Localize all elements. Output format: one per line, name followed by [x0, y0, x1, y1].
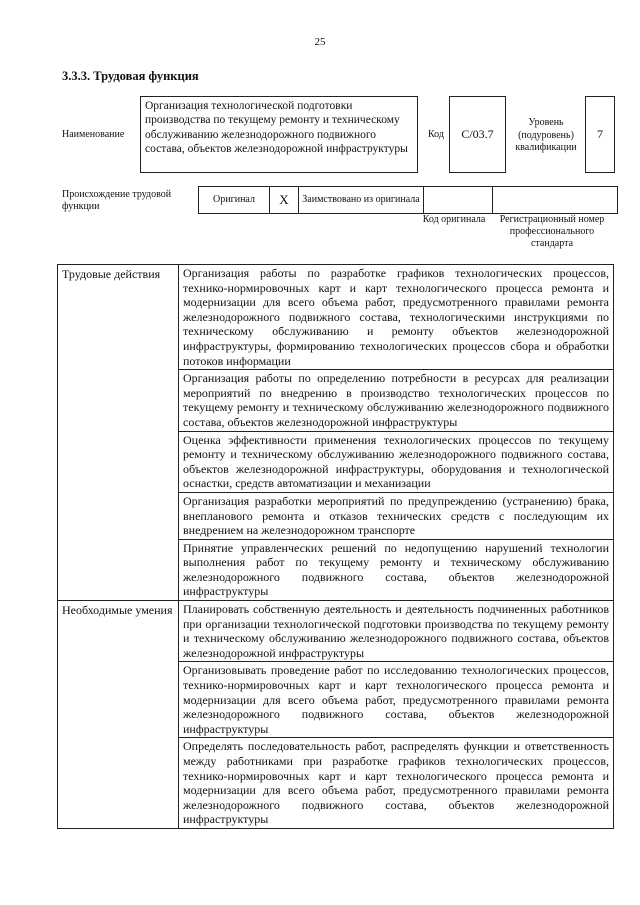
reg-number-label: Регистрационный номер профессионального стандарта: [499, 214, 605, 249]
function-code-value: С/03.7: [461, 127, 494, 141]
function-code: [449, 96, 506, 173]
labor-actions-label: Трудовые действия: [58, 265, 179, 601]
labor-action-item: Организация работы по разработке графиков технологических процессов, технико-нормировочных карт и карт технологического процесса ремонта и модернизации для всего объема работ, предусмотренного правилами ремонта железнодорожного подвижного состава, технологическими инструкциями по техническому обслуживанию и ремонту объектов железнодорожной инфраструктуры, формированию технологических процессов сбора и обработки потоков информации: [179, 265, 614, 370]
code-original-label: Код оригинала: [422, 214, 486, 225]
table-row: [58, 265, 614, 370]
origin-original-label: Оригинал: [199, 187, 270, 214]
labor-action-item: Принятие управленческих решений по недопущению нарушений технологии выполнения работ по текущему ремонту и техническому обслуживанию железнодорожного подвижного состава, объектов железнодорожной инфраструктуры: [179, 539, 614, 600]
origin-borrowed-label: Заимствовано из оригинала: [299, 187, 424, 214]
origin-table: [198, 186, 618, 214]
origin-reg-cell: [493, 187, 618, 214]
name-label: Наименование: [62, 129, 125, 140]
table-row: [58, 601, 614, 662]
code-label: Код: [428, 129, 444, 140]
origin-label: Происхождение трудовой функции: [62, 189, 172, 212]
origin-original-mark: X: [270, 187, 299, 214]
qualification-level-value: 7: [597, 127, 603, 141]
section-title: 3.3.3. Трудовая функция: [62, 69, 199, 83]
required-skill-item: Определять последовательность работ, распределять функции и ответственность между работниками при разработке графиков технологических процессов, технико-нормировочных карт и карт технологического процесса ремонта и модернизации для всего объема работ, предусмотренного правилами ремонта железнодорожного подвижного состава, объектов железнодорожной инфраструктуры: [179, 738, 614, 829]
required-skills-label: Необходимые умения: [58, 601, 179, 829]
required-skill-item: Организовывать проведение работ по исследованию технологических процессов, технико-нормировочных карт и карт технологического процесса ремонта и модернизации для всего объема работ, предусмотренного правилами ремонта железнодорожного подвижного состава, объектов железнодорожной инфраструктуры: [179, 662, 614, 738]
labor-action-item: Организация разработки мероприятий по предупреждению (устранению) брака, внепланового ремонта и отказов технических средств с последующим их внедрением на железнодорожном транспорте: [179, 492, 614, 539]
page-number: 25: [314, 36, 326, 48]
origin-code-cell: [424, 187, 493, 214]
qualification-level: [585, 96, 615, 173]
qualification-level-label: Уровень (подуровень) квалификации: [515, 117, 577, 153]
function-details-table: [57, 264, 614, 829]
labor-action-item: Организация работы по определению потребности в ресурсах для реализации мероприятий по внедрению в производство технологических процессов по текущему ремонту и техническому обслуживанию железнодорожного подвижного состава, объектов железнодорожной инфраструктуры: [179, 370, 614, 431]
function-name: Организация технологической подготовки производства по текущему ремонту и техническому обслуживанию железнодорожного подвижного состава, объектов железнодорожной инфраструктуры: [140, 96, 418, 173]
required-skill-item: Планировать собственную деятельность и деятельность подчиненных работников при организации технологической подготовки производства по текущему ремонту и техническому обслуживанию железнодорожного подвижного состава, объектов железнодорожной инфраструктуры: [179, 601, 614, 662]
labor-action-item: Оценка эффективности применения технологических процессов по текущему ремонту и техническому обслуживанию железнодорожного подвижного состава, объектов железнодорожной инфраструктуры, оборудования и технологической оснастки, средств автоматизации и механизации: [179, 431, 614, 492]
